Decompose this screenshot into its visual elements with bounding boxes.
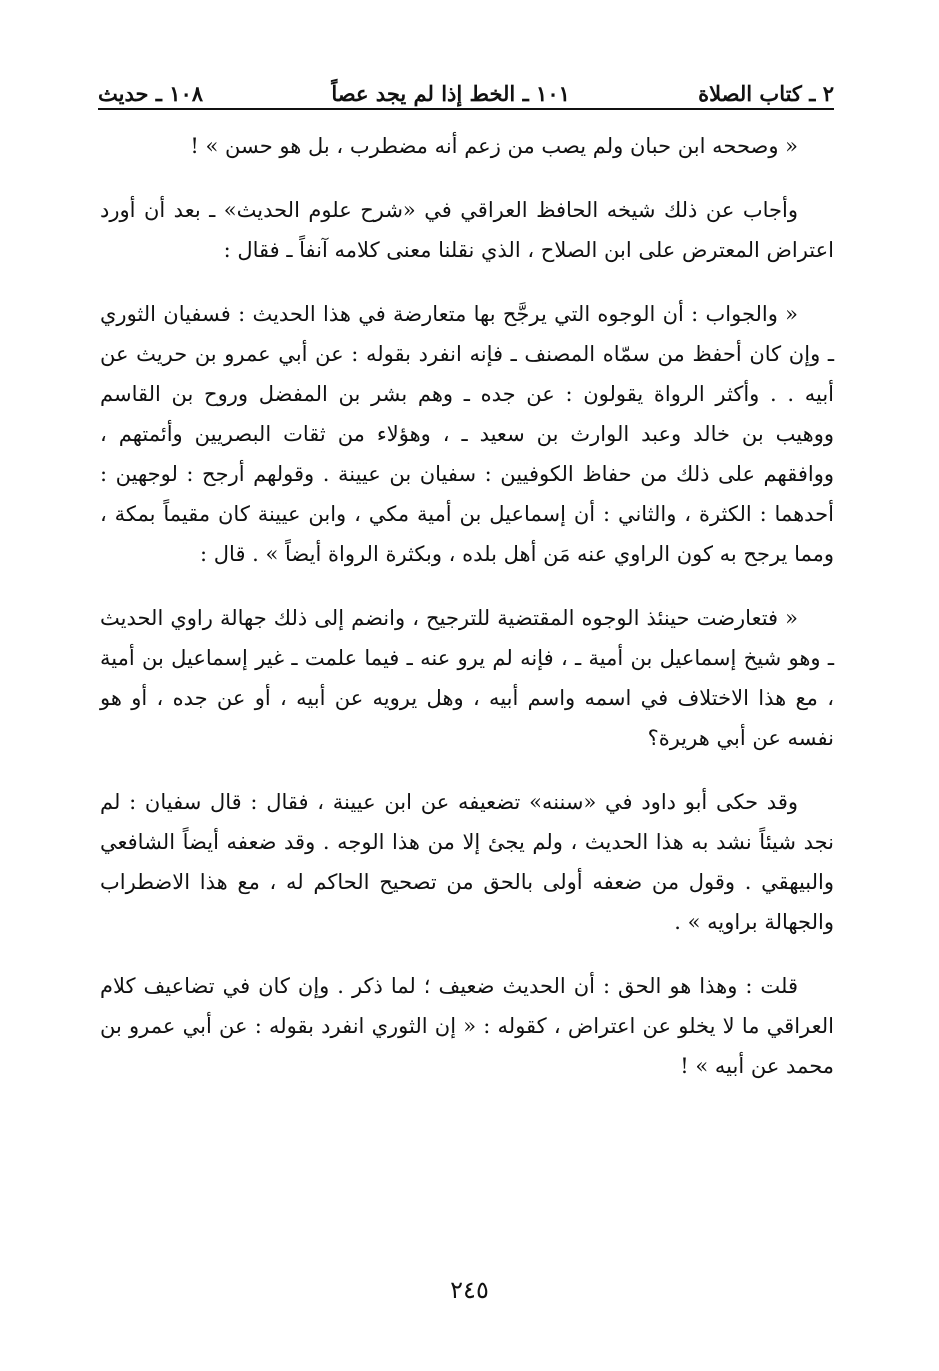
header-hadith-number: ١٠٨ ـ حديث: [98, 81, 204, 106]
running-header: [98, 72, 834, 106]
body-text: [100, 126, 834, 1110]
paragraph-1: « وصححه ابن حبان ولم يصب من زعم أنه مضطرب ، بل هو حسن » !: [190, 134, 798, 158]
header-chapter: ٢ ـ كتاب الصلاة: [698, 81, 834, 106]
header-section: ١٠١ ـ الخط إذا لم يجد عصاً: [331, 81, 570, 106]
paragraph-5: وقد حكى أبو داود في «سننه» تضعيفه عن ابن عيينة ، فقال : قال سفيان : لم نجد شيئاً نشد به هذا الحديث ، ولم يجئ إلا من هذا الوجه . وقد ضعفه أيضاً الشافعي والبيهقي . وقول من ضعفه أولى بالحق من تصحيح الحاكم له ، مع هذا الاضطراب والجهالة براويه » .: [100, 790, 834, 934]
paragraph-6: قلت : وهذا هو الحق : أن الحديث ضعيف ؛ لما ذكر . وإن كان في تضاعيف كلام العراقي ما لا يخلو عن اعتراض ، كقوله : « إن الثوري انفرد بقوله : عن أبي عمرو بن محمد عن أبيه » !: [100, 974, 834, 1078]
header-divider: [98, 108, 834, 110]
page-number: ٢٤٥: [450, 1276, 489, 1304]
paragraph-3: « والجواب : أن الوجوه التي يرجَّح بها متعارضة في هذا الحديث : فسفيان الثوري ـ وإن كان أحفظ من سمّاه المصنف ـ فإنه انفرد بقوله : عن أبي عمرو بن حريث عن أبيه . . وأكثر الرواة يقولون : عن جده ـ وهم بشر بن المفضل وروح بن القاسم ووهيب بن خالد وعبد الوارث بن سعيد ـ ، وهؤلاء من ثقات البصريين وأئمتهم ، ووافقهم على ذلك من حفاظ الكوفيين : سفيان بن عيينة . وقولهم أرجح : لوجهين : أحدهما : الكثرة ، والثاني : أن إسماعيل بن أمية مكي ، وابن عيينة كان مقيماً بمكة ، ومما يرجح به كون الراوي عنه مَن أهل بلده ، وبكثرة الرواة أيضاً » . قال :: [100, 302, 834, 566]
paragraph-2: وأجاب عن ذلك شيخه الحافظ العراقي في «شرح علوم الحديث» ـ بعد أن أورد اعتراض المعترض على ابن الصلاح ، الذي نقلنا معنى كلامه آنفاً ـ فقال :: [100, 198, 834, 262]
paragraph-4: « فتعارضت حينئذ الوجوه المقتضية للترجيح ، وانضم إلى ذلك جهالة راوي الحديث ـ وهو شيخ إسماعيل بن أمية ـ ، فإنه لم يرو عنه ـ فيما علمت ـ غير إسماعيل بن أمية ، مع هذا الاختلاف في اسمه واسم أبيه ، وهل يرويه عن أبيه ، أو عن جده ، أو هو نفسه عن أبي هريرة؟: [100, 606, 834, 750]
